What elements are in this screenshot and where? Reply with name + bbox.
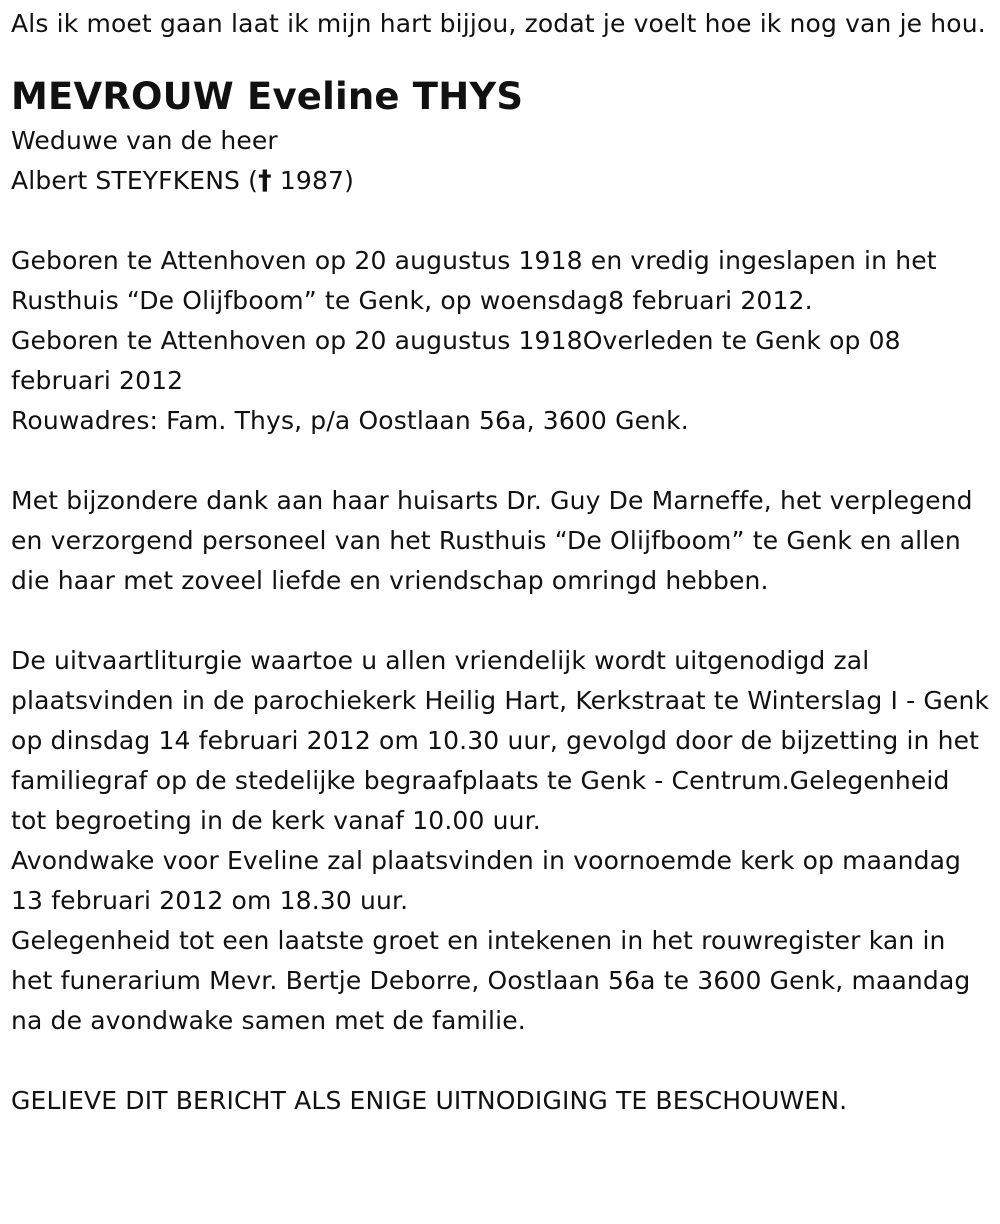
widow-line: Weduwe van de heer (11, 126, 278, 155)
spouse-name: Albert STEYFKENS ( (11, 166, 259, 195)
thanks-paragraph: Met bijzondere dank aan haar huisarts Dr. Guy De Marneffe, het verplegend en verzorgend personeel van het Rusthuis “De Olijfboom” te Genk en allen die haar met zoveel liefde en vriendschap omringd hebben. (11, 486, 973, 595)
closing-notice: GELIEVE DIT BERICHT ALS ENIGE UITNODIGING TE BESCHOUWEN. (11, 1086, 848, 1115)
deceased-name: MEVROUW Eveline THYS (11, 75, 524, 118)
spouse-line (11, 161, 990, 201)
cross-icon: † (258, 165, 272, 196)
liturgy-paragraph: De uitvaartliturgie waartoe u allen vriendelijk wordt uitgenodigd zal plaatsvinden in de parochiekerk Heilig Hart, Kerkstraat te Winterslag I - Genk op dinsdag 14 februari 2012 om 10.30 uur, gevolgd door de bijzetting in het familiegraf op de stedelijke begraafplaats te Genk - Centrum.Gelegenheid tot begroeting in de kerk vanaf 10.00 uur. (11, 646, 990, 835)
spacer (11, 1041, 990, 1081)
mourning-address: Rouwadres: Fam. Thys, p/a Oostlaan 56a, 3600 Genk. (11, 406, 689, 435)
spacer (11, 44, 990, 73)
spacer (11, 601, 990, 641)
spacer (11, 201, 990, 241)
spouse-year: 1987) (279, 166, 354, 195)
birth-death-line-1: Geboren te Attenhoven op 20 augustus 1918 en vredig ingeslapen in het Rusthuis “De Olijfboom” te Genk, op woensdag8 februari 2012. (11, 246, 937, 315)
farewell-paragraph: Gelegenheid tot een laatste groet en intekenen in het rouwregister kan in het funerarium Mevr. Bertje Deborre, Oostlaan 56a te 3600 Genk, maandag na de avondwake samen met de familie. (11, 926, 971, 1035)
birth-death-line-2: Geboren te Attenhoven op 20 augustus 1918Overleden te Genk op 08 februari 2012 (11, 326, 901, 395)
spacer (11, 441, 990, 481)
wake-paragraph: Avondwake voor Eveline zal plaatsvinden in voornoemde kerk op maandag 13 februari 2012 om 18.30 uur. (11, 846, 962, 915)
intro-quote: Als ik moet gaan laat ik mijn hart bijjou, zodat je voelt hoe ik nog van je hou. (11, 9, 986, 38)
